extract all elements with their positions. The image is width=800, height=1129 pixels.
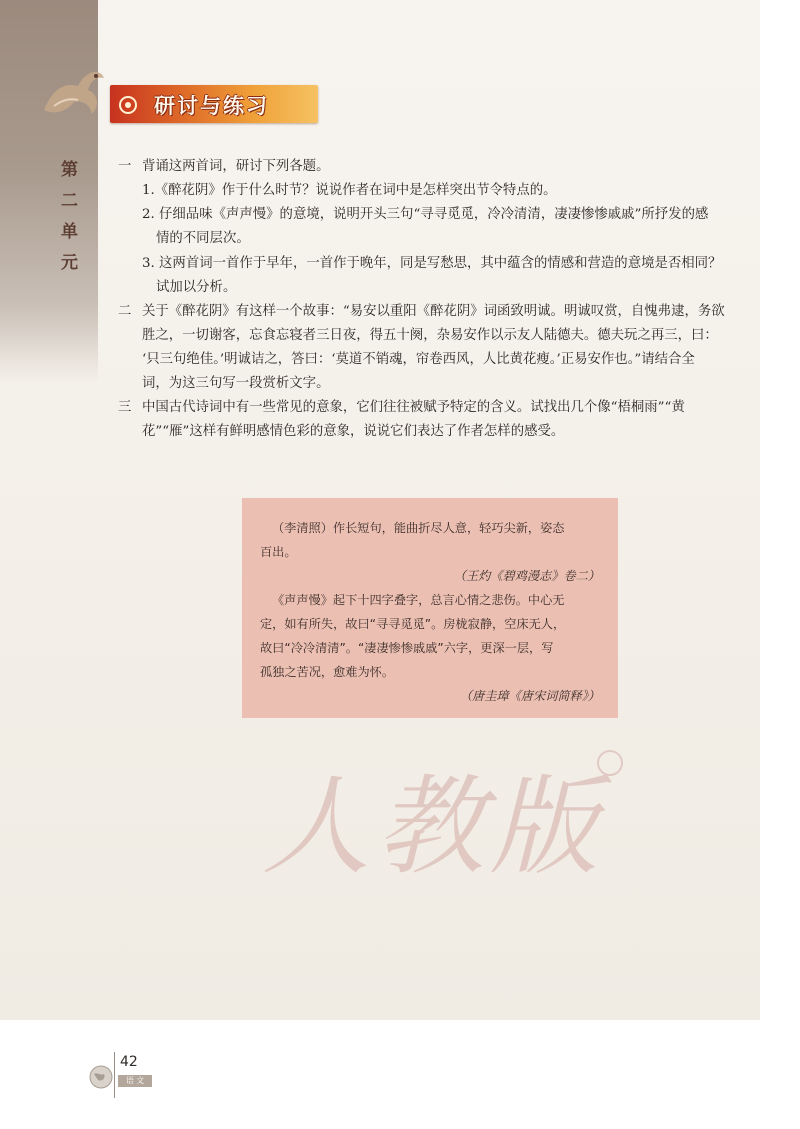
sub-item-text: 2. 仔细品味《声声慢》的意境，说明开头三句“寻寻觅觅，冷冷清清，凄凄惨惨戚戚”所抒发的感	[142, 207, 709, 222]
quote-text: 故曰“冷冷清清”。“凄凄惨惨戚戚”六字，更深一层，写	[260, 641, 554, 655]
publisher-watermark	[262, 740, 662, 890]
exercise-text: 中国古代诗词中有一些常见的意象，它们往往被赋予特定的含义。试找出几个像“梧桐雨”“黄	[142, 400, 685, 415]
footer-divider	[114, 1052, 115, 1098]
subject-tag: 语 文	[118, 1075, 152, 1087]
exercise-text: 背诵这两首词，研讨下列各题。	[142, 159, 330, 174]
sub-item-text: 1.《醉花阴》作于什么时节？说说作者在词中是怎样突出节令特点的。	[142, 183, 557, 198]
exercise-text: 关于《醉花阴》有这样一个故事：“易安以重阳《醉花阴》词函致明诚。明诚叹赏，自愧弗逮，务欲	[142, 304, 725, 319]
exercise-number: 三	[118, 400, 132, 415]
registered-icon	[597, 750, 623, 776]
page-number: 42	[120, 1054, 138, 1070]
exercise-text: 词，为这三句写一段赏析文字。	[142, 376, 330, 391]
exercise-number: 一	[118, 159, 132, 174]
quote-box	[242, 498, 618, 718]
quote-text: 孤独之苦况，愈难为怀。	[260, 665, 395, 679]
quote-text: 百出。	[260, 545, 297, 559]
section-title: 研讨与练习	[154, 94, 269, 118]
section-title-banner	[110, 85, 318, 123]
exercise-text: 花”“雁”这样有鲜明感情色彩的意象，说说它们表达了作者怎样的感受。	[142, 424, 565, 439]
sub-item-text: 3. 这两首词一首作于早年，一首作于晚年，同是写愁思，其中蕴含的情感和营造的意境是否相同？	[142, 256, 722, 271]
quote-text: （李清照）作长短句，能曲折尽人意，轻巧尖新，姿态	[272, 521, 565, 535]
ornament-icon	[118, 95, 138, 115]
quote-text: 定，如有所失，故曰“寻寻觅觅”。房栊寂静，空床无人，	[260, 617, 566, 631]
dragon-icon	[34, 60, 108, 124]
quote-text: 《声声慢》起下十四字叠字，总言心情之悲伤。中心无	[272, 593, 565, 607]
exercise-text: ‘只三句绝佳。’明诚诘之，答曰：‘莫道不销魂，帘卷西风，人比黄花瘦。’正易安作也。”请结合全	[142, 352, 695, 367]
exercise-text: 胜之，一切谢客，忘食忘寝者三日夜，得五十阕，杂易安作以示友人陆德夫。德夫玩之再三，曰：	[142, 328, 718, 343]
unit-label: 第二单元	[57, 160, 77, 284]
exercise-number: 二	[118, 304, 132, 319]
quote-source: （唐圭璋《唐宋词简释》）	[459, 689, 600, 703]
sub-item-text: 情的不同层次。	[156, 231, 250, 246]
sub-item-text: 试加以分析。	[156, 280, 237, 295]
globe-icon	[88, 1064, 114, 1090]
watermark-text: 人教版	[262, 765, 605, 890]
quote-source: （王灼《碧鸡漫志》卷二）	[453, 569, 600, 583]
